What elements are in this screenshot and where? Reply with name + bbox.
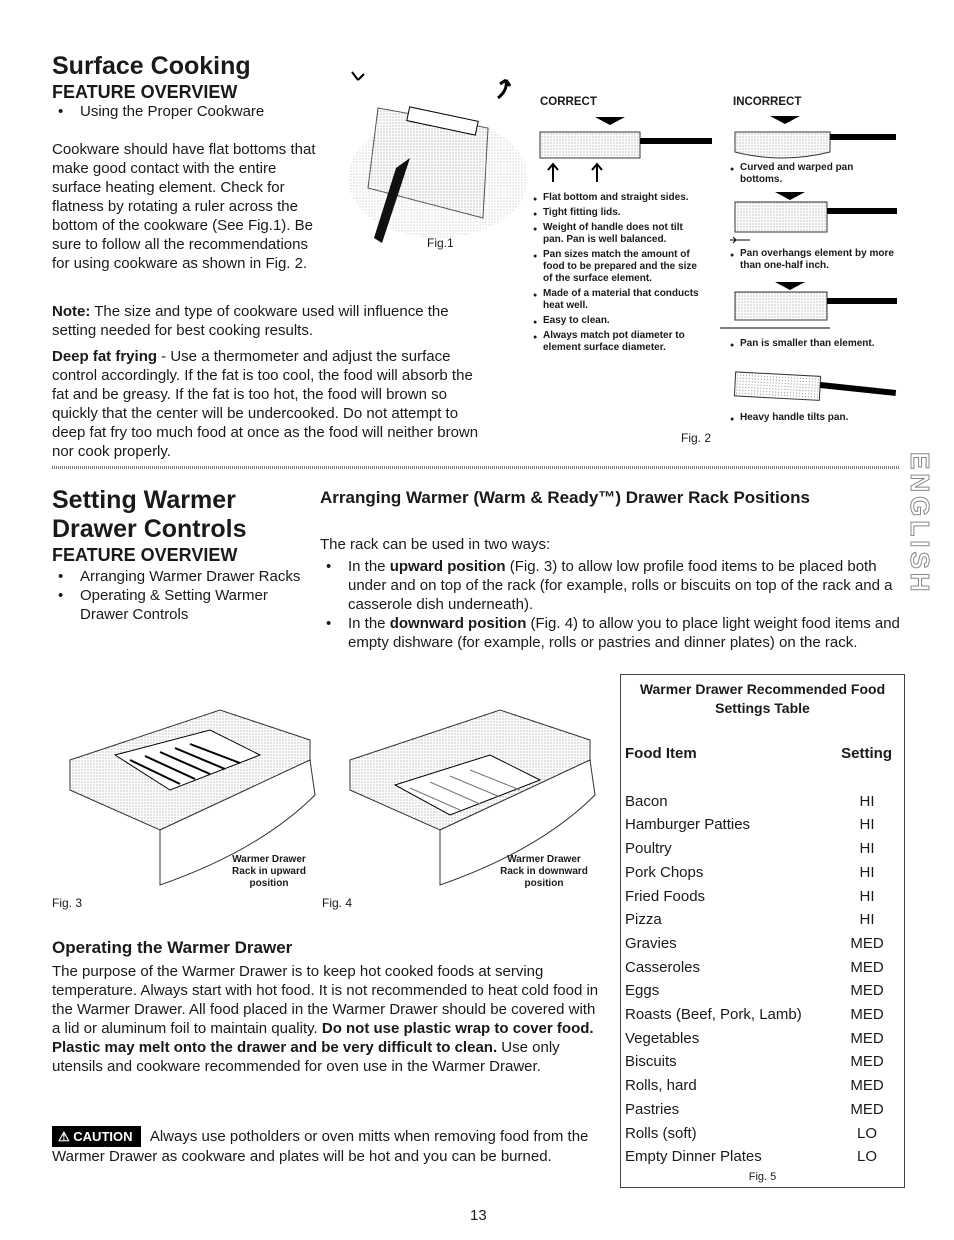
food-item-cell: Pizza (625, 911, 662, 929)
setting-cell: LO (856, 1148, 877, 1166)
table-row (621, 979, 904, 1003)
table-row (621, 956, 904, 980)
table-row (621, 1122, 904, 1146)
arranging-heading: Arranging Warmer (Warm & Ready™) Drawer Rack Positions (320, 488, 810, 507)
correct-item: ● Tight fitting lids. (533, 207, 703, 219)
food-item-cell: Rolls, hard (625, 1077, 697, 1095)
table-row (621, 1050, 904, 1074)
down-bold: downward position (389, 615, 527, 632)
arranging-intro: The rack can be used in two ways: (320, 536, 551, 553)
deep-fat-paragraph (52, 347, 492, 461)
table-row (621, 932, 904, 956)
table-row (621, 1098, 904, 1122)
food-item-cell: Hamburger Patties (625, 816, 751, 834)
fig2-incorrect-heading: INCORRECT (733, 96, 802, 108)
food-item-cell: Roasts (Beef, Pork, Lamb) (625, 1006, 802, 1024)
table-row (621, 837, 904, 861)
food-item-cell: Casseroles (625, 958, 701, 976)
food-item-cell: Biscuits (625, 1053, 677, 1071)
up-bold: upward position (389, 558, 506, 575)
table-row (621, 1027, 904, 1051)
setting-cell: MED (850, 982, 884, 1000)
warmer-bullet: • Arranging Warmer Drawer Racks (52, 567, 312, 586)
table-row (621, 861, 904, 885)
setting-cell: HI (859, 792, 875, 810)
col-setting: Setting (841, 745, 892, 762)
note-text: The size and type of cookware used will influence the setting needed for best cooking results. (52, 303, 449, 339)
down-pre: In the (348, 615, 390, 632)
caution-badge: ⚠ CAUTION (52, 1126, 141, 1147)
surface-intro: Cookware should have flat bottoms that make good contact with the entire surface heating element. Check for flatness by rotating a ruler across the bottom of the cookware (See Fig.1). Be sure to follow all the recommendations for using cookware as shown in Fig. 2. (52, 141, 316, 272)
op-text-2: Use only utensils and cookware recommended for oven use in the Warmer Drawer. (52, 1039, 560, 1075)
food-item-cell: Bacon (625, 792, 668, 810)
incorrect-item: ● Heavy handle tilts pan. (730, 412, 890, 424)
warmer-bullet: • Operating & Setting Warmer Drawer Controls (52, 586, 312, 624)
deep-fat-label: Deep fat frying (52, 348, 158, 365)
table-row (621, 885, 904, 909)
arranging-list (320, 557, 900, 652)
warped-pan-illustration (730, 112, 900, 162)
section-title-surface-cooking: Surface Cooking (52, 52, 251, 80)
correct-list (533, 192, 703, 357)
correct-item: ● Made of a material that conducts heat well. (533, 288, 703, 312)
op-text-1: The purpose of the Warmer Drawer is to keep hot cooked foods at serving temperature. Always start with hot food. It is not recommended to heat cold food in the Warmer Drawer. All food placed in the Warmer Drawer should be covered with a lid or aluminum foil to maintain quality. (52, 963, 599, 1037)
food-item-cell: Pork Chops (625, 863, 704, 881)
up-post: (Fig. 3) to allow low profile food items to be placed both under and on top of the rack (for example, rolls or biscuits on top of the rack and a casserole dish underneath). (348, 558, 893, 613)
table-row (621, 1145, 904, 1169)
table-title: Warmer Drawer Recommended Food Settings Table (639, 681, 886, 716)
correct-item: ● Easy to clean. (533, 315, 703, 327)
incorrect-item-4 (730, 412, 890, 427)
incorrect-item: ● Pan overhangs element by more than one-half inch. (730, 248, 900, 272)
table-row (621, 1003, 904, 1027)
section-title-warmer-1: Setting Warmer (52, 486, 236, 514)
settings-table (620, 674, 905, 1188)
food-item-cell: Vegetables (625, 1029, 700, 1047)
incorrect-item-3 (730, 338, 890, 353)
fig5-caption: Fig. 5 (748, 1170, 777, 1183)
caution-paragraph (52, 1126, 607, 1166)
food-item-cell: Eggs (625, 982, 660, 1000)
setting-cell: LO (856, 1124, 877, 1142)
fig2-caption: Fig. 2 (681, 431, 712, 445)
incorrect-item: ● Pan is smaller than element. (730, 338, 890, 350)
fig3-caption: Fig. 3 (52, 896, 83, 910)
fig4-label: Warmer Drawer Rack in downward position (500, 854, 588, 889)
warmer-feature-heading: FEATURE OVERVIEW (52, 545, 238, 565)
food-item-cell: Gravies (625, 934, 677, 952)
incorrect-item-1 (730, 162, 890, 189)
overhang-pan-illustration (725, 190, 900, 245)
setting-cell: MED (850, 1029, 884, 1047)
caution-text: Always use potholders or oven mitts when removing food from the Warmer Drawer as cookware and plates will be hot and you can be burned. (52, 1128, 589, 1165)
table-row (621, 1074, 904, 1098)
food-item-cell: Fried Foods (625, 887, 706, 905)
correct-item: ● Flat bottom and straight sides. (533, 192, 703, 204)
setting-cell: MED (850, 1006, 884, 1024)
setting-cell: HI (859, 911, 875, 929)
up-pre: In the (348, 558, 390, 575)
table-body (621, 790, 904, 1169)
page-number: 13 (470, 1207, 487, 1224)
fig1-ruler-illustration (338, 68, 528, 258)
setting-cell: HI (859, 863, 875, 881)
surface-bullets (52, 102, 332, 121)
table-header (621, 742, 904, 766)
food-item-cell: Pastries (625, 1100, 680, 1118)
deep-fat-text: - Use a thermometer and adjust the surface control accordingly. If the fat is too cool, the food will absorb the fat and be greasy. If the fat is too hot, the food will brown so quickly that the center will be undercooked. Do not attempt to deep fat fry too much food at once as the food will neither brown nor cook properly. (52, 348, 479, 460)
col-food-item: Food Item (625, 745, 697, 762)
feature-overview-heading: FEATURE OVERVIEW (52, 82, 238, 102)
warmer-bullets (52, 567, 312, 624)
side-tab-english: ENGLISH (905, 452, 935, 596)
downward-position-item (320, 614, 900, 652)
correct-item: ● Always match pot diameter to element surface diameter. (533, 330, 703, 354)
setting-cell: HI (859, 887, 875, 905)
operating-paragraph (52, 962, 607, 1076)
small-pan-illustration (720, 280, 900, 335)
incorrect-item-2 (730, 248, 900, 275)
setting-cell: MED (850, 934, 884, 952)
note-label: Note: (52, 303, 91, 320)
caution-label: CAUTION (73, 1129, 133, 1144)
op-bold: Do not use plastic wrap to cover food. Plastic may melt onto the drawer and be very difficult to clean. (52, 1020, 594, 1056)
fig4-caption: Fig. 4 (322, 896, 353, 910)
setting-cell: MED (850, 1077, 884, 1095)
food-item-cell: Empty Dinner Plates (625, 1148, 762, 1166)
note-paragraph (52, 302, 492, 340)
upward-position-item (320, 557, 900, 614)
food-item-cell: Poultry (625, 840, 672, 858)
correct-item: ● Weight of handle does not tilt pan. Pan is well balanced. (533, 222, 703, 246)
table-row (621, 908, 904, 932)
setting-cell: HI (859, 816, 875, 834)
section-title-warmer-2: Drawer Controls (52, 515, 247, 543)
bullet-proper-cookware: • Using the Proper Cookware (52, 102, 332, 121)
fig1-caption: Fig.1 (427, 236, 454, 250)
heavy-handle-pan-illustration (730, 370, 900, 410)
setting-cell: HI (859, 840, 875, 858)
setting-cell: MED (850, 1100, 884, 1118)
fig2-correct-heading: CORRECT (540, 96, 597, 108)
operating-heading: Operating the Warmer Drawer (52, 938, 293, 957)
food-item-cell: Rolls (soft) (625, 1124, 697, 1142)
correct-pan-illustration (535, 112, 715, 187)
incorrect-item: ● Curved and warped pan bottoms. (730, 162, 890, 186)
fig3-label: Warmer Drawer Rack in upward position (232, 854, 306, 889)
table-row (621, 813, 904, 837)
correct-item: ● Pan sizes match the amount of food to be prepared and the size of the surface element. (533, 249, 703, 285)
section-divider (52, 466, 900, 469)
setting-cell: MED (850, 958, 884, 976)
setting-cell: MED (850, 1053, 884, 1071)
table-row (621, 790, 904, 814)
down-post: (Fig. 4) to allow you to place light weight food items and empty dishware (for example, rolls or pastries and dinner plates) on the rack. (348, 615, 900, 651)
